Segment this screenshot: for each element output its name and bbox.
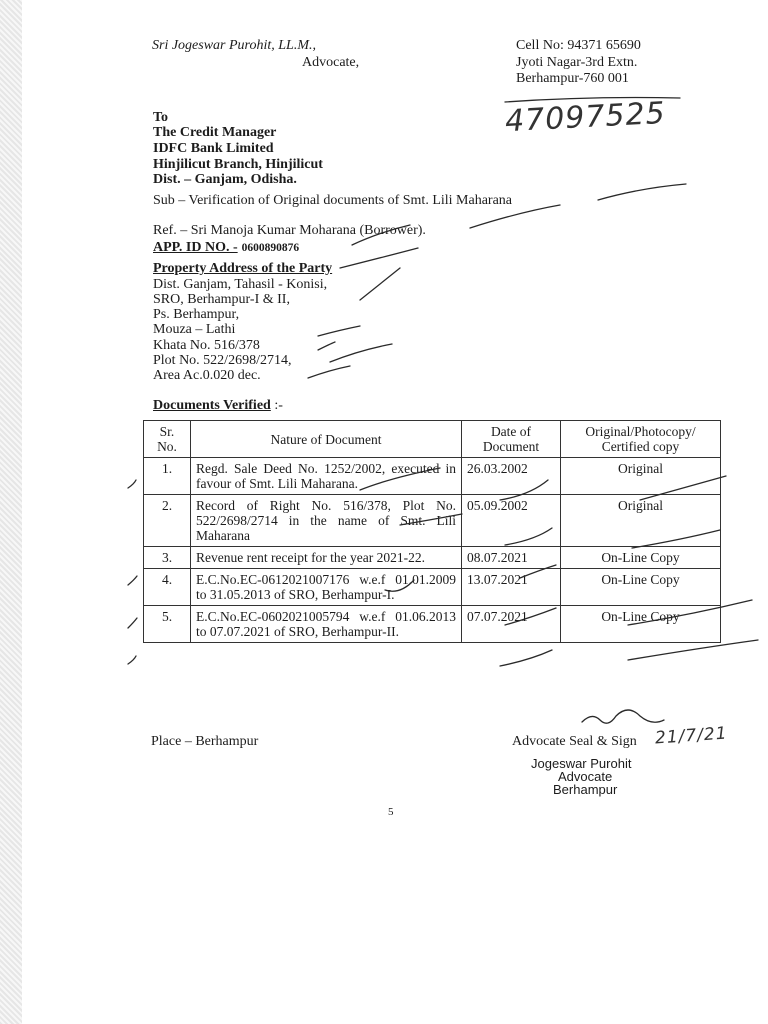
- table-header-row: [144, 421, 721, 458]
- property-line: Mouza – Lathi: [153, 322, 236, 337]
- cell-sr: 4.: [144, 569, 191, 606]
- cell-type: Original: [561, 458, 721, 495]
- documents-heading: [153, 398, 283, 414]
- property-tick-1: [340, 248, 418, 268]
- documents-heading-suffix: :-: [270, 398, 283, 413]
- stamp-name: Jogeswar Purohit: [531, 756, 632, 771]
- cell-sr: 1.: [144, 458, 191, 495]
- subject-tick: [598, 184, 686, 200]
- header-sr: Sr. No.: [144, 421, 191, 458]
- cell-number: Cell No: 94371 65690: [516, 38, 641, 53]
- margin-tick-3: [128, 618, 137, 628]
- signature-stroke: [582, 710, 664, 723]
- property-tick-6: [308, 366, 350, 378]
- app-id: [153, 238, 299, 256]
- table-row: [144, 547, 721, 569]
- cell-sr: 3.: [144, 547, 191, 569]
- app-id-value: 0600890876: [241, 242, 300, 254]
- header-nature: Nature of Document: [191, 421, 462, 458]
- cell-nature: Revenue rent receipt for the year 2021-22.: [191, 547, 462, 569]
- property-line: Khata No. 516/378: [153, 338, 260, 353]
- reference-line: Ref. – Sri Manoja Kumar Moharana (Borrower).: [153, 223, 426, 238]
- table-row: [144, 606, 721, 643]
- cell-nature: Regd. Sale Deed No. 1252/2002, executed in favour of Smt. Lili Maharana.: [191, 458, 462, 495]
- property-tick-2: [360, 268, 400, 300]
- signature-date: 21/7/21: [654, 723, 729, 749]
- margin-tick-4: [128, 656, 136, 664]
- stamp-title: Advocate: [558, 769, 613, 784]
- cell-type: On-Line Copy: [561, 569, 721, 606]
- cell-date: 08.07.2021: [462, 547, 561, 569]
- recipient-line-4: Dist. – Ganjam, Odisha.: [153, 172, 297, 187]
- table-row: [144, 495, 721, 547]
- advocate-name: Sri Jogeswar Purohit, LL.M.,: [152, 38, 316, 53]
- cell-date: 13.07.2021: [462, 569, 561, 606]
- property-line: SRO, Berhampur-I & II,: [153, 292, 290, 307]
- place-line: Place – Berhampur: [151, 734, 259, 749]
- scan-border: [0, 0, 22, 1024]
- documents-heading-label: Documents Verified: [153, 398, 271, 413]
- cell-date: 07.07.2021: [462, 606, 561, 643]
- cell-sr: 5.: [144, 606, 191, 643]
- property-tick-5: [330, 344, 392, 362]
- cell-nature: E.C.No.EC-0602021005794 w.e.f 01.06.2013 to 07.07.2021 of SRO, Berhampur-II.: [191, 606, 462, 643]
- address-line-1: Jyoti Nagar-3rd Extn.: [516, 55, 638, 70]
- subject-line: Sub – Verification of Original documents of Smt. Lili Maharana: [153, 193, 513, 208]
- cell-sr: 2.: [144, 495, 191, 547]
- cell-nature: E.C.No.EC-0612021007176 w.e.f 01.01.2009 to 31.05.2013 of SRO, Berhampur-I.: [191, 569, 462, 606]
- row5-date-tick: [500, 650, 552, 666]
- recipient-line-2: IDFC Bank Limited: [153, 141, 274, 156]
- page-number: 5: [388, 806, 394, 818]
- recipient-to: To: [153, 110, 169, 125]
- app-id-label: APP. ID NO. -: [153, 240, 238, 255]
- property-tick-3: [318, 326, 360, 336]
- handwritten-ref-number: 47097525: [504, 95, 667, 140]
- margin-tick-1: [128, 480, 136, 488]
- table-row: [144, 458, 721, 495]
- cell-nature: Record of Right No. 516/378, Plot No. 522/2698/2714 in the name of Smt. Lili Maharana: [191, 495, 462, 547]
- property-line: Dist. Ganjam, Tahasil - Konisi,: [153, 277, 328, 292]
- margin-tick-2: [128, 576, 137, 585]
- recipient-line-3: Hinjilicut Branch, Hinjilicut: [153, 157, 323, 172]
- property-line: Plot No. 522/2698/2714,: [153, 353, 292, 368]
- property-heading: Property Address of the Party: [153, 261, 333, 276]
- stamp-city: Berhampur: [553, 782, 618, 797]
- row5-type-tick: [628, 640, 758, 660]
- property-line: Area Ac.0.020 dec.: [153, 368, 261, 383]
- recipient-line-1: The Credit Manager: [153, 125, 277, 140]
- header-date: Date of Document: [462, 421, 561, 458]
- seal-sign-label: Advocate Seal & Sign: [512, 734, 637, 749]
- cell-date: 26.03.2002: [462, 458, 561, 495]
- advocate-title: Advocate,: [302, 55, 360, 70]
- header-type: Original/Photocopy/ Certified copy: [561, 421, 721, 458]
- cell-type: Original: [561, 495, 721, 547]
- table-row: [144, 569, 721, 606]
- address-line-2: Berhampur-760 001: [516, 71, 629, 86]
- cell-type: On-Line Copy: [561, 547, 721, 569]
- cell-type: On-Line Copy: [561, 606, 721, 643]
- cell-date: 05.09.2002: [462, 495, 561, 547]
- property-line: Ps. Berhampur,: [153, 307, 240, 322]
- documents-table: [143, 420, 721, 643]
- property-tick-4: [318, 342, 335, 350]
